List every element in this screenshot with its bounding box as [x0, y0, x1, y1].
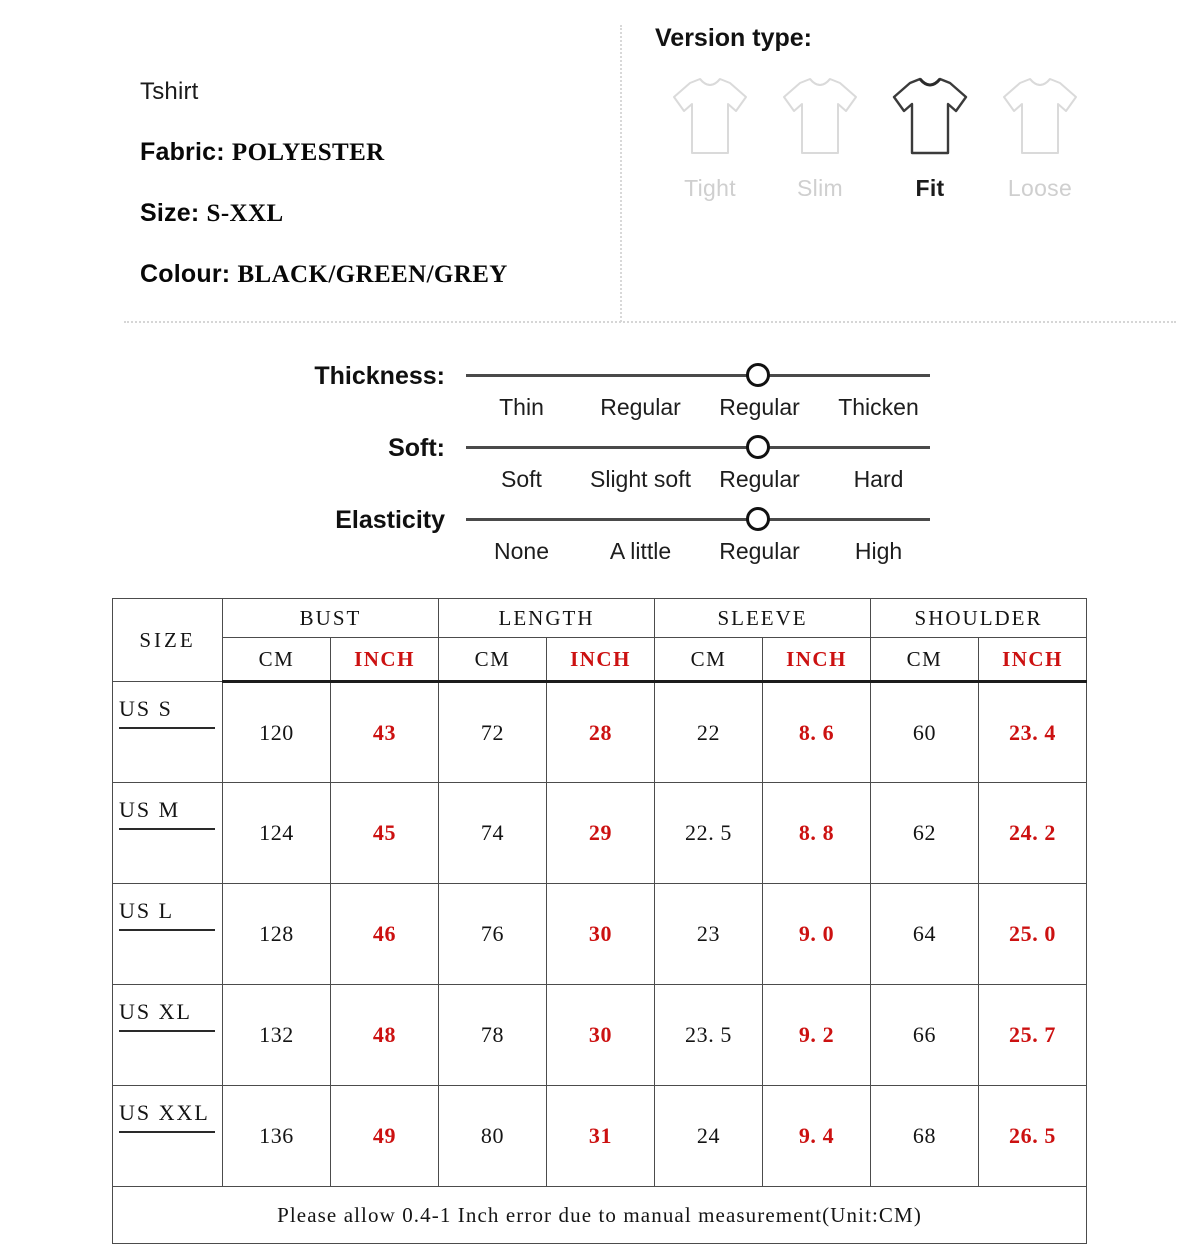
cell-shoulder-inch: 25. 0 — [979, 884, 1087, 985]
header-unit-cm: CM — [655, 638, 763, 682]
size-name: US XL — [119, 999, 215, 1032]
cell-bust-inch: 46 — [331, 884, 439, 985]
header-group-sleeve: SLEEVE — [655, 599, 871, 638]
cell-bust-inch: 48 — [331, 985, 439, 1086]
slider-thickness — [0, 360, 1200, 432]
tshirt-icon — [660, 71, 760, 163]
cell-bust-cm: 132 — [223, 985, 331, 1086]
slider-option[interactable]: Thicken — [838, 394, 919, 420]
cell-length-inch: 30 — [547, 985, 655, 1086]
version-option-slim[interactable] — [765, 71, 875, 202]
tshirt-icon — [990, 71, 1090, 163]
cell-length-inch: 28 — [547, 682, 655, 783]
cell-sleeve-cm: 23. 5 — [655, 985, 763, 1086]
version-option-label: Slim — [797, 175, 843, 201]
cell-shoulder-cm: 66 — [871, 985, 979, 1086]
slider-option[interactable]: None — [494, 538, 549, 564]
cell-shoulder-inch: 25. 7 — [979, 985, 1087, 1086]
size-chart-table — [112, 598, 1087, 1244]
table-header-groups — [113, 599, 1087, 638]
spec-fabric-value: POLYESTER — [231, 139, 385, 166]
cell-sleeve-inch: 9. 0 — [763, 884, 871, 985]
slider-track — [466, 518, 930, 521]
slider-knob[interactable] — [746, 507, 770, 531]
cell-bust-cm: 124 — [223, 783, 331, 884]
header-unit-inch: INCH — [331, 638, 439, 682]
size-name: US L — [119, 898, 215, 931]
cell-length-cm: 76 — [439, 884, 547, 985]
spec-colour — [140, 244, 600, 305]
cell-sleeve-inch: 8. 6 — [763, 682, 871, 783]
size-chart-table-wrap — [112, 598, 1086, 1244]
cell-sleeve-cm: 24 — [655, 1086, 763, 1187]
cell-sleeve-cm: 22. 5 — [655, 783, 763, 884]
size-name: US XXL — [119, 1100, 215, 1133]
cell-shoulder-inch: 23. 4 — [979, 682, 1087, 783]
slider-track-wrap[interactable] — [466, 360, 930, 392]
cell-size — [113, 884, 223, 985]
slider-option[interactable]: Regular — [719, 394, 800, 420]
slider-track-wrap[interactable] — [466, 432, 930, 464]
version-option-label: Tight — [684, 175, 736, 201]
cell-bust-cm: 120 — [223, 682, 331, 783]
slider-label: Elasticity — [335, 506, 445, 534]
cell-sleeve-inch: 9. 2 — [763, 985, 871, 1086]
tshirt-icon — [770, 71, 870, 163]
version-option-label: Fit — [915, 175, 945, 201]
header-unit-cm: CM — [871, 638, 979, 682]
cell-bust-inch: 49 — [331, 1086, 439, 1187]
header-group-shoulder: SHOULDER — [871, 599, 1087, 638]
cell-length-cm: 74 — [439, 783, 547, 884]
cell-size — [113, 1086, 223, 1187]
measurement-note: Please allow 0.4-1 Inch error due to manual measurement(Unit:CM) — [113, 1187, 1087, 1244]
cell-length-cm: 72 — [439, 682, 547, 783]
slider-option[interactable]: High — [854, 538, 903, 564]
size-name: US S — [119, 696, 215, 729]
header-size: SIZE — [113, 599, 223, 682]
product-title: Tshirt — [140, 78, 199, 105]
slider-option[interactable]: A little — [609, 538, 672, 564]
cell-size — [113, 682, 223, 783]
table-header-units — [113, 638, 1087, 682]
spec-colour-label: Colour: — [140, 260, 231, 288]
header-group-bust: BUST — [223, 599, 439, 638]
cell-bust-inch: 45 — [331, 783, 439, 884]
table-note-row — [113, 1187, 1087, 1244]
vertical-dotted-divider — [620, 25, 622, 322]
spec-size-label: Size: — [140, 199, 200, 227]
slider-knob[interactable] — [746, 363, 770, 387]
cell-sleeve-cm: 23 — [655, 884, 763, 985]
version-type-block — [655, 24, 1125, 202]
slider-options — [462, 394, 938, 421]
cell-bust-inch: 43 — [331, 682, 439, 783]
slider-option[interactable]: Regular — [600, 394, 681, 420]
size-name: US M — [119, 797, 215, 830]
version-type-options — [655, 71, 1095, 202]
slider-options — [462, 466, 938, 493]
table-row — [113, 682, 1087, 783]
slider-soft — [0, 432, 1200, 504]
slider-option[interactable]: Regular — [719, 538, 800, 564]
slider-option[interactable]: Slight soft — [590, 466, 691, 492]
cell-sleeve-cm: 22 — [655, 682, 763, 783]
spec-size-value: S-XXL — [206, 200, 284, 227]
cell-sleeve-inch: 8. 8 — [763, 783, 871, 884]
cell-shoulder-cm: 64 — [871, 884, 979, 985]
cell-shoulder-inch: 26. 5 — [979, 1086, 1087, 1187]
table-row — [113, 783, 1087, 884]
top-section — [0, 0, 1200, 322]
cell-size — [113, 783, 223, 884]
cell-size — [113, 985, 223, 1086]
cell-shoulder-cm: 60 — [871, 682, 979, 783]
version-option-loose[interactable] — [985, 71, 1095, 202]
slider-elasticity — [0, 504, 1200, 576]
version-type-title: Version type: — [655, 24, 812, 52]
cell-length-cm: 78 — [439, 985, 547, 1086]
version-option-fit[interactable] — [875, 71, 985, 202]
cell-sleeve-inch: 9. 4 — [763, 1086, 871, 1187]
cell-shoulder-cm: 68 — [871, 1086, 979, 1187]
spec-fabric — [140, 122, 600, 183]
slider-option[interactable]: Regular — [719, 466, 800, 492]
spec-fabric-label: Fabric: — [140, 138, 225, 166]
cell-length-inch: 30 — [547, 884, 655, 985]
slider-label: Thickness: — [314, 362, 445, 390]
header-unit-cm: CM — [439, 638, 547, 682]
cell-length-cm: 80 — [439, 1086, 547, 1187]
header-unit-inch: INCH — [547, 638, 655, 682]
header-unit-inch: INCH — [979, 638, 1087, 682]
table-row — [113, 985, 1087, 1086]
cell-shoulder-inch: 24. 2 — [979, 783, 1087, 884]
product-info-block — [140, 62, 600, 305]
slider-option[interactable]: Soft — [501, 466, 542, 492]
header-unit-inch: INCH — [763, 638, 871, 682]
slider-track — [466, 374, 930, 377]
header-unit-cm: CM — [223, 638, 331, 682]
cell-shoulder-cm: 62 — [871, 783, 979, 884]
cell-bust-cm: 128 — [223, 884, 331, 985]
cell-length-inch: 29 — [547, 783, 655, 884]
spec-colour-value: BLACK/GREEN/GREY — [237, 261, 508, 288]
slider-track-wrap[interactable] — [466, 504, 930, 536]
cell-bust-cm: 136 — [223, 1086, 331, 1187]
header-group-length: LENGTH — [439, 599, 655, 638]
slider-track — [466, 446, 930, 449]
slider-options — [462, 538, 938, 565]
cell-length-inch: 31 — [547, 1086, 655, 1187]
table-row — [113, 884, 1087, 985]
horizontal-dotted-divider — [124, 321, 1176, 323]
tshirt-icon — [880, 71, 980, 163]
slider-option[interactable]: Thin — [499, 394, 544, 420]
attribute-sliders — [0, 360, 1200, 576]
slider-knob[interactable] — [746, 435, 770, 459]
version-option-label: Loose — [1007, 175, 1073, 201]
slider-label: Soft: — [388, 434, 445, 462]
table-row — [113, 1086, 1087, 1187]
slider-option[interactable]: Hard — [853, 466, 904, 492]
version-option-tight[interactable] — [655, 71, 765, 202]
spec-size — [140, 183, 600, 244]
